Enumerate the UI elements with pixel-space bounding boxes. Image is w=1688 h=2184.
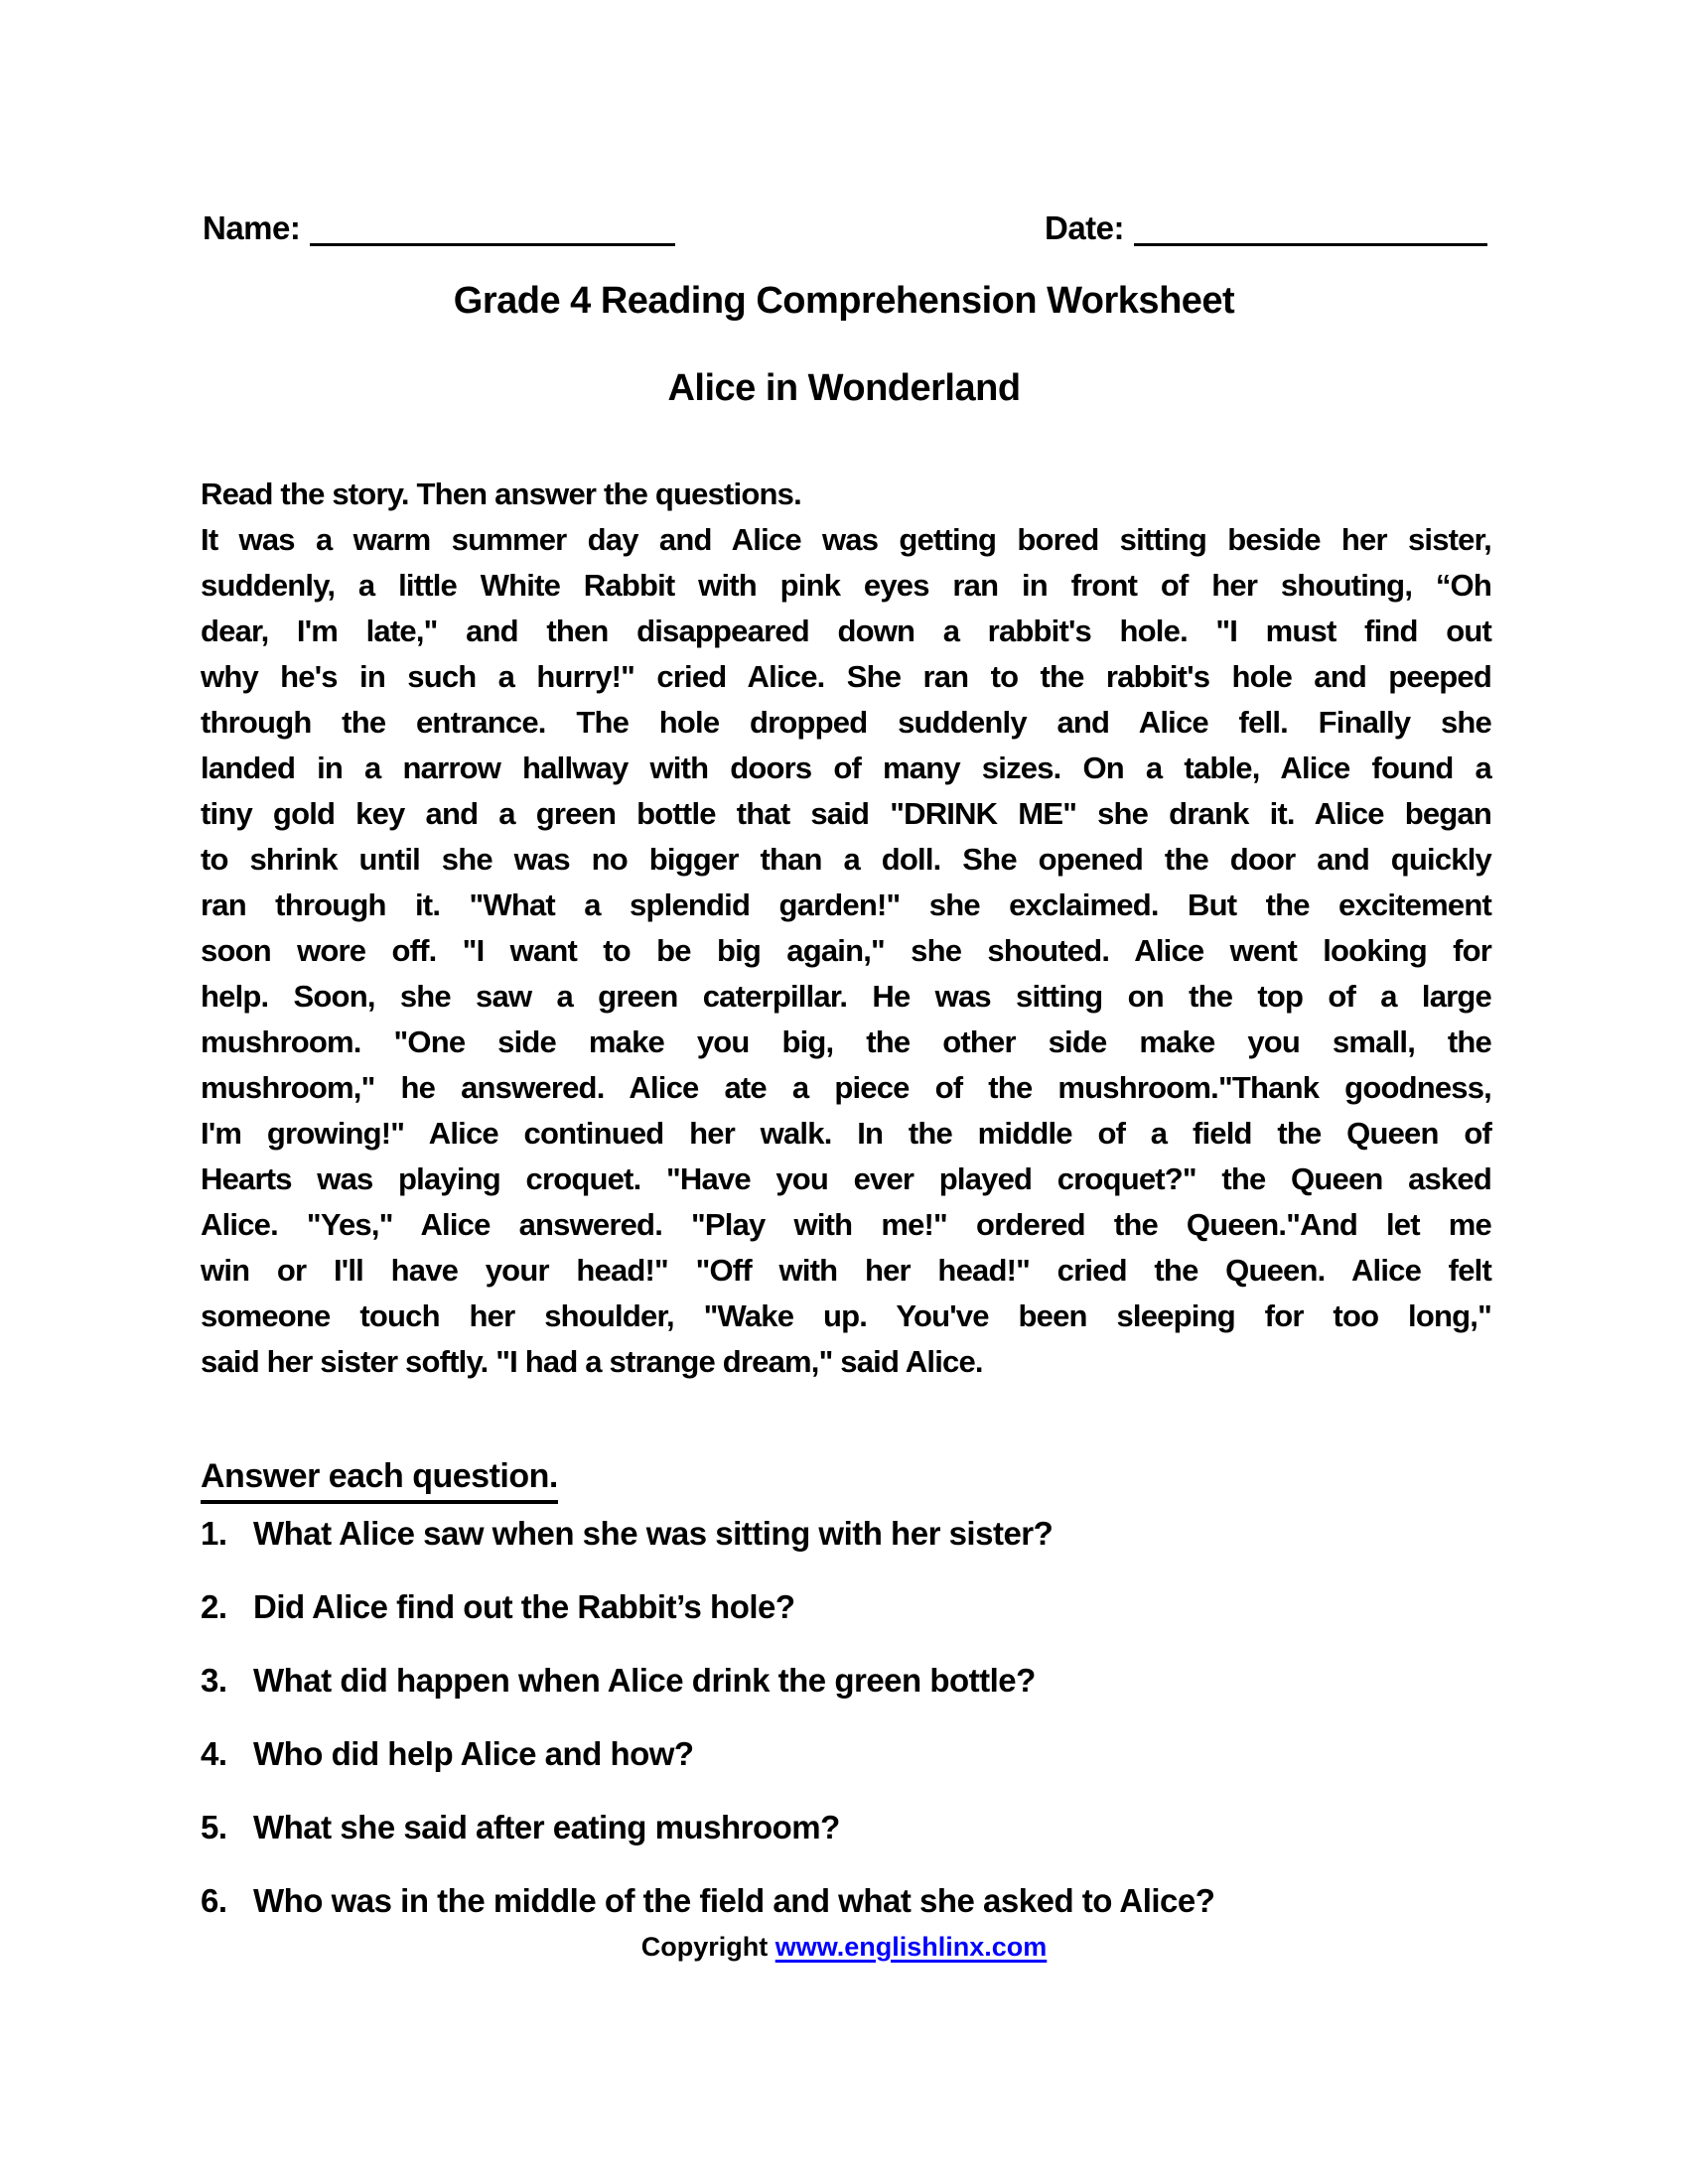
story-line: It was a warm summer day and Alice was getting bored sitting beside her sister,	[201, 522, 1491, 557]
question-number: 3.	[201, 1662, 227, 1699]
question-number: 5.	[201, 1809, 227, 1845]
story-line: why he's in such a hurry!" cried Alice. She ran to the rabbit's hole and peeped	[201, 659, 1491, 694]
story-line: I'm growing!" Alice continued her walk. In the middle of a field the Queen of	[201, 1116, 1491, 1151]
story-line: someone touch her shoulder, "Wake up. You've been sleeping for too long,"	[201, 1298, 1491, 1333]
question-text: What did happen when Alice drink the green bottle?	[253, 1662, 1036, 1699]
question-text: Did Alice find out the Rabbit’s hole?	[253, 1588, 795, 1625]
story-line: landed in a narrow hallway with doors of many sizes. On a table, Alice found a	[201, 751, 1491, 785]
footer	[0, 1932, 1688, 1963]
instructions-text: Read the story. Then answer the questions.	[201, 477, 801, 511]
question-text: What she said after eating mushroom?	[253, 1809, 840, 1845]
questions-heading: Answer each question.	[201, 1457, 558, 1504]
question-text: Who did help Alice and how?	[253, 1735, 694, 1772]
questions-list	[201, 1513, 1491, 1954]
date-field-label: Date:	[1045, 209, 1125, 246]
story-line: soon wore off. "I want to be big again," she shouted. Alice went looking for	[201, 933, 1491, 968]
question-item	[201, 1660, 1491, 1702]
page-title: Grade 4 Reading Comprehension Worksheet	[453, 280, 1235, 322]
question-number: 6.	[201, 1882, 227, 1919]
question-item	[201, 1880, 1491, 1922]
story-line: win or I'll have your head!" "Off with her head!" cried the Queen. Alice felt	[201, 1253, 1491, 1288]
story-line: Alice. "Yes," Alice answered. "Play with me!" ordered the Queen."And let me	[201, 1207, 1491, 1242]
question-number: 1.	[201, 1515, 227, 1552]
page-subtitle: Alice in Wonderland	[667, 367, 1021, 409]
story-line: dear, I'm late," and then disappeared down a rabbit's hole. "I must find out	[201, 614, 1491, 648]
copyright-link[interactable]: www.englishlinx.com	[774, 1932, 1048, 1962]
story-line: to shrink until she was no bigger than a doll. She opened the door and quickly	[201, 842, 1491, 877]
date-field	[1045, 210, 1487, 246]
question-item	[201, 1586, 1491, 1628]
story-line: tiny gold key and a green bottle that said "DRINK ME" she drank it. Alice began	[201, 796, 1491, 831]
story-line: mushroom. "One side make you big, the other side make you small, the	[201, 1024, 1491, 1059]
date-field-line	[1134, 213, 1487, 246]
name-field-line	[310, 213, 675, 246]
story-line: suddenly, a little White Rabbit with pink eyes ran in front of her shouting, “Oh	[201, 568, 1491, 603]
story-line: mushroom," he answered. Alice ate a piece of the mushroom."Thank goodness,	[201, 1070, 1491, 1105]
name-field	[203, 210, 675, 246]
question-text: Who was in the middle of the field and what she asked to Alice?	[253, 1882, 1215, 1919]
story-paragraph	[201, 472, 1491, 1385]
story-line: said her sister softly. "I had a strange dream," said Alice.	[201, 1344, 983, 1379]
story-line: Hearts was playing croquet. "Have you ever played croquet?" the Queen asked	[201, 1161, 1491, 1196]
story-line: ran through it. "What a splendid garden!" she exclaimed. But the excitement	[201, 887, 1491, 922]
question-item	[201, 1807, 1491, 1848]
story-line: through the entrance. The hole dropped suddenly and Alice fell. Finally she	[201, 705, 1491, 740]
question-text: What Alice saw when she was sitting with her sister?	[253, 1515, 1054, 1552]
question-number: 4.	[201, 1735, 227, 1772]
question-number: 2.	[201, 1588, 227, 1625]
name-field-label: Name:	[203, 209, 301, 246]
question-item	[201, 1733, 1491, 1775]
copyright-label: Copyright	[640, 1932, 769, 1962]
story-line: help. Soon, she saw a green caterpillar. He was sitting on the top of a large	[201, 979, 1491, 1014]
question-item	[201, 1513, 1491, 1555]
